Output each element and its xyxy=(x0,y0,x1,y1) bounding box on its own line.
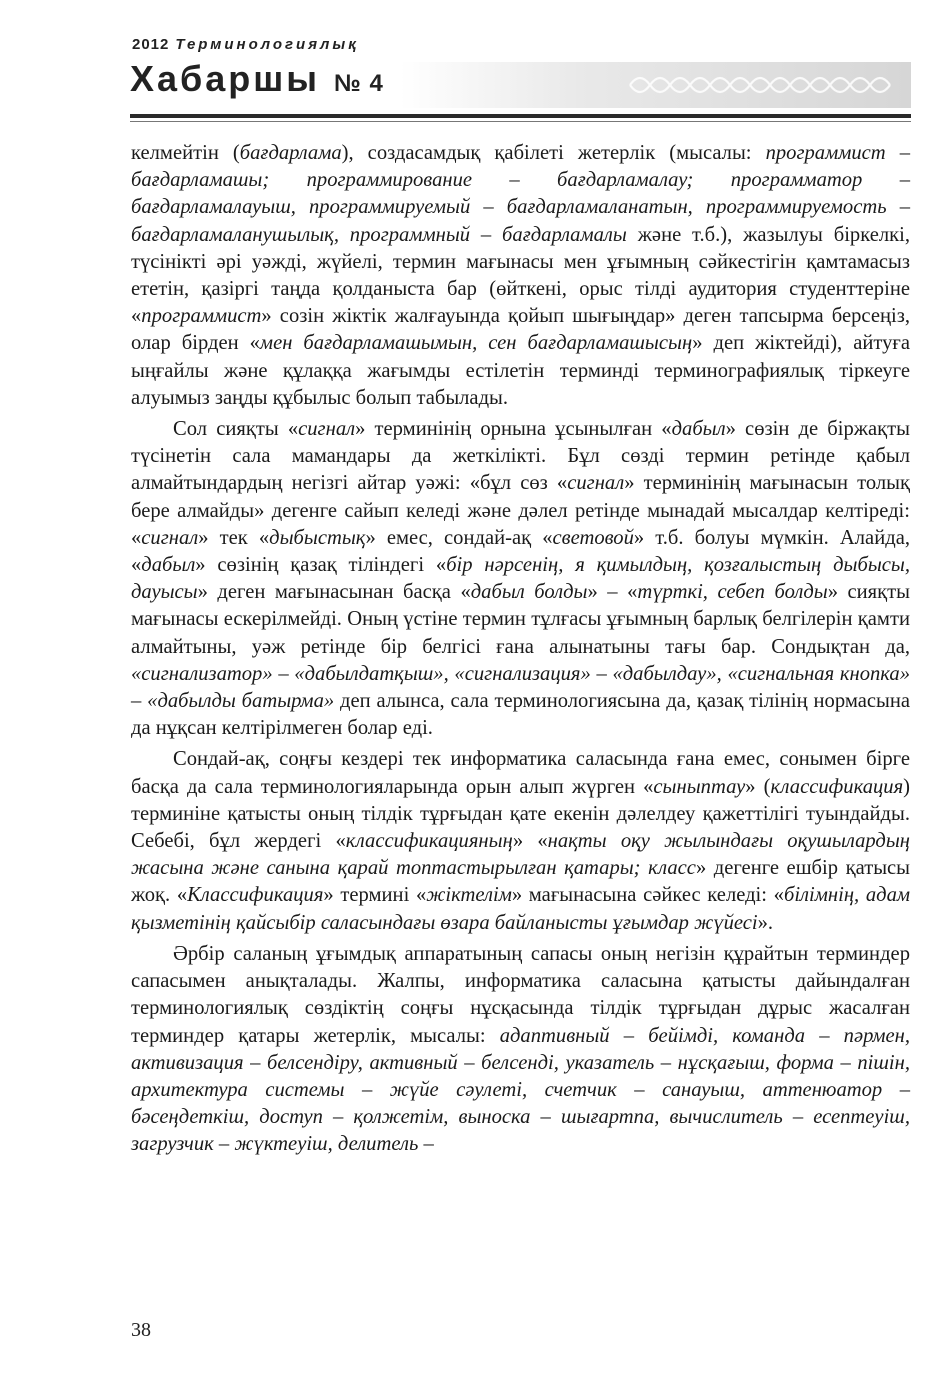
article-body xyxy=(131,140,910,1159)
header-rule xyxy=(130,114,911,118)
header-year: 2012 xyxy=(132,36,170,53)
header-title-row xyxy=(130,58,384,100)
header-title: Хабаршы xyxy=(130,58,321,99)
header-journal-name: Терминологиялық xyxy=(175,36,359,53)
ornament-pattern-icon xyxy=(620,66,900,104)
paragraph-4: Әрбір саланың ұғымдық аппаратының сапасы оның негізін құрайтын терминдер сапасымен анықталады. Жалпы, информатика саласына қатысты дайындалған терминологиялық сөздіктің соңғы нұсқасында тілдік тұрғыдан дұрыс жасалған терминдер қатары жетерлік, мысалы: адаптивный – бейімді, команда – пәрмен, активизация – белсендіру, активный – белсенді, указатель – нұсқағыш, форма – пішін, архитектура системы – жүйе сәулеті, счетчик – санауыш, аттенюатор – бәсеңдеткіш, доступ – қолжетім, выноска – шығартпа, вычислитель – есептеуіш, загрузчик – жүктеуіш, делитель – xyxy=(131,942,911,1156)
header-subtitle xyxy=(132,36,359,53)
header-rule-thin xyxy=(130,121,911,122)
paragraph-3: Сондай-ақ, соңғы кездері тек информатика саласында ғана емес, сонымен бірге басқа да сала терминологияларында орын алып жүрген «сыныптау» (классификация) терминіне қатысты оның тілдік тұрғыдан қате екенін дәлелдеу қажеттілігі туындайды. Себебі, бұл жердегі «классификацияның» «нақты оқу жылындағы оқушылардың жасына және санына қарай топтастырылған қатары; класс» дегенге ешбір қатысы жоқ. «Классификация» термині «жіктелім» мағынасына сәйкес келеді: «білімнің, адам қызметінің қайсыбір саласындағы өзара байланысты ұғымдар жүйесі». xyxy=(131,748,911,934)
paragraph-1: келмейтін (бағдарлама), создасамдық қабілеті жетерлік (мысалы: программист – бағдарламашы; программирование – бағдарламалау; программатор – бағдарламалауыш, программируемый – бағдарламаланатын, программируемость – бағдарламаланушылық, программный – бағдарламалы және т.б.), жазылуы біркелкі, түсінікті әрі уәжді, жүйелі, термин мағынасы мен ұғымның сәйкестігін қамтамасыз ететін, қазіргі таңда қолданыста бар (өйткені, орыс тілді аудитория студенттеріне «программист» созін жіктік жалғауында қойып шығыңдар» деген тапсырма берсеңіз, олар бірден «мен бағдарламашымын, сен бағдарламашысың» деп жіктейді), айтуға ыңғайлы және құлаққа жағымды естілетін терминді терминографиялық тіркеуге алуымыз заңды құбылыс болып табылады. xyxy=(131,142,911,409)
paragraph-2: Сол сияқты «сигнал» терминінің орнына ұсынылған «дабыл» сөзін де біржақты түсінетін сала мамандары да жеткілікті. Бұл сөзді термин ретінде қабыл алмайтындардың негізгі айтар уәжі: «бұл сөз «сигнал» терминінің мағынасын толық бере алмайды» дегенге сайып келеді және дәлел ретінде мынадай мысалдар келтіреді: «сигнал» тек «дыбыстық» емес, сондай-ақ «световой» т.б. болуы мүмкін. Алайда, «дабыл» сөзінің қазақ тіліндегі «бір нәрсенің, я қимылдың, қозғалыстың дыбысы, дауысы» деген мағынасынан басқа «дабыл болды» – «түрткі, себеп болды» сияқты мағынасы ескерілмейді. Оның үстіне термин тұлғасы ұғымның барлық белгілерін қамти алмайтыны, уәж ретінде бір белгісі ғана алынатыны тағы бар. Сондықтан да, «сигнализатор» – «дабылдатқыш», «сигнализация» – «дабылдау», «сигнальная кнопка» – «дабылды батырма» деп алынса, сала терминологиясына да, қазақ тілінің нормасына да нұқсан келтірілмеген болар еді. xyxy=(131,418,911,740)
header-issue: № 4 xyxy=(334,70,384,97)
page-header xyxy=(0,0,951,130)
page-number: 38 xyxy=(131,1319,151,1341)
